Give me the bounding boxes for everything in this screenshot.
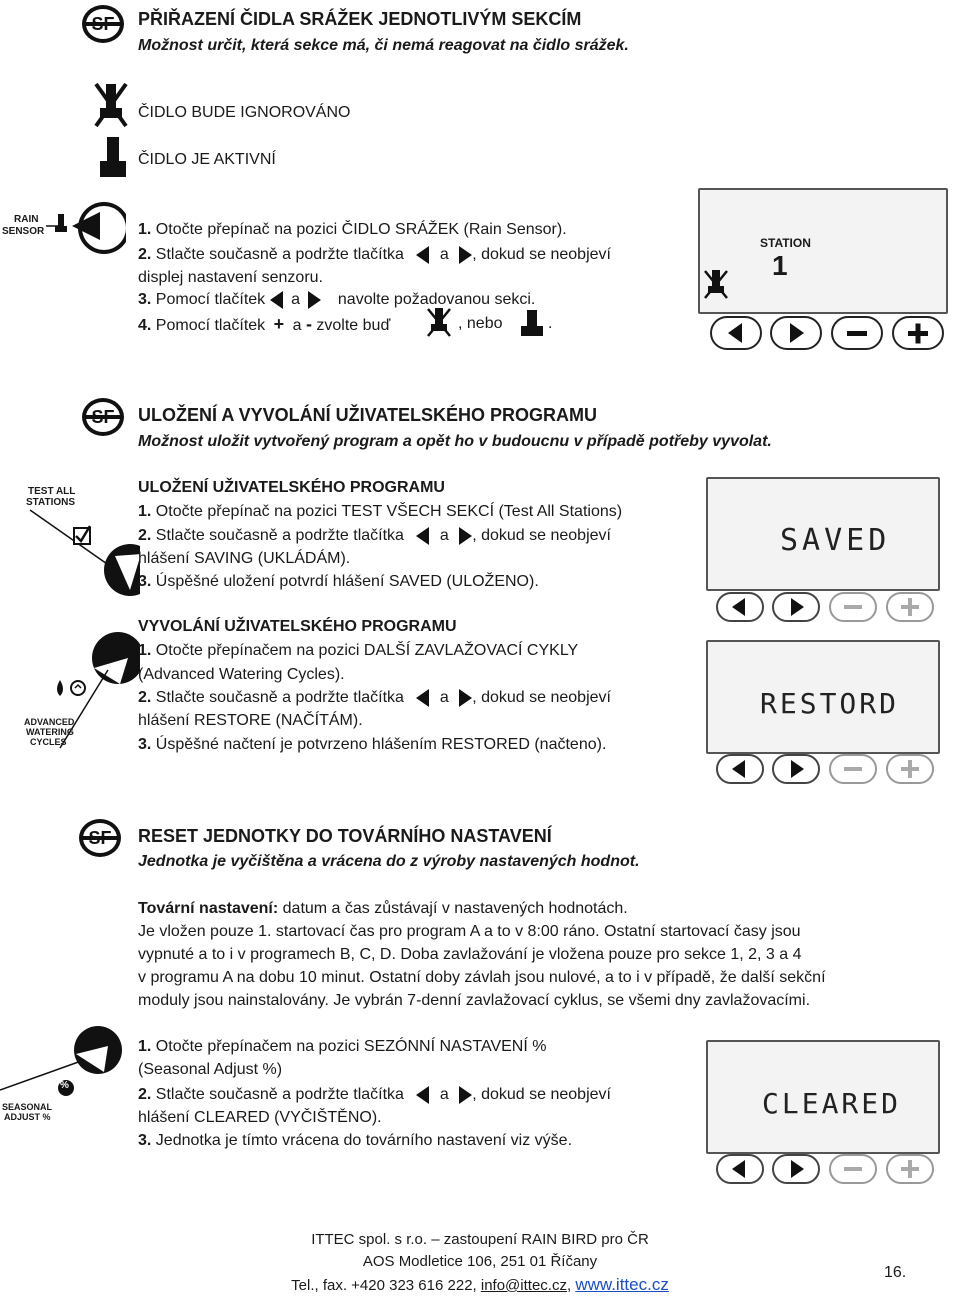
s1-step4	[138, 314, 390, 336]
footer-email-link[interactable]: info@ittec.cz	[480, 1277, 567, 1294]
rain-sensor-dial-label-1: RAIN	[14, 214, 39, 225]
recall-step3	[138, 735, 606, 755]
factory-p1	[138, 899, 628, 919]
recall-s2-and: a	[439, 689, 449, 706]
footer-web-link[interactable]: www.ittec.cz	[575, 1275, 669, 1294]
controller-buttons-row	[716, 592, 934, 622]
save-s2-a: Stlačte současně a podržte tlačítka	[155, 527, 404, 544]
advanced-dial-label-3: CYCLES	[30, 737, 67, 747]
s1-step2-b: , dokud se neobjeví	[472, 246, 611, 263]
reset-s2-c: hlášení CLEARED (VYČIŠTĚNO).	[138, 1109, 382, 1126]
sf-logo-icon	[81, 4, 125, 44]
s1-step4-d: .	[548, 315, 553, 332]
reset-s2-and: a	[439, 1086, 449, 1103]
lcd-station-label: STATION	[760, 236, 811, 250]
recall-s2-b: , dokud se neobjeví	[472, 689, 611, 706]
rain-sensor-dial-icon	[46, 196, 126, 256]
section3-title: RESET JEDNOTKY DO TOVÁRNÍHO NASTAVENÍ	[138, 826, 552, 846]
left-arrow-icon	[416, 527, 429, 545]
section2-subtitle: Možnost uložit vytvořený program a opět ho v budoucnu v případě potřeby vyvolat.	[138, 433, 772, 450]
footer-line3	[0, 1274, 960, 1297]
sensor-ignored-small-icon	[426, 306, 452, 338]
reset-s1-b: (Seasonal Adjust %)	[138, 1061, 283, 1078]
save-s2-c: hlášení SAVING (UKLÁDÁM).	[138, 550, 351, 567]
recall-s1-a: Otočte přepínačem na pozici DALŠÍ ZAVLAŽOVACÍ CYKLY	[155, 642, 579, 659]
page-number: 16.	[884, 1264, 907, 1281]
reset-s3: Jednotka je tímto vrácena do továrního nastavení viz výše.	[155, 1132, 573, 1149]
sf-logo-text: SF	[91, 407, 115, 427]
recall-title: VYVOLÁNÍ UŽIVATELSKÉHO PROGRAMU	[138, 618, 457, 635]
lcd-saved-text: SAVED	[780, 523, 891, 558]
legend-active: ČIDLO JE AKTIVNÍ	[138, 151, 276, 168]
save-s3: Úspěšné uložení potvrdí hlášení SAVED (ULOŽENO).	[155, 573, 539, 590]
recall-s3: Úspěšné načtení je potvrzeno hlášením RESTORED (načteno).	[155, 736, 607, 753]
right-button[interactable]	[773, 593, 819, 621]
s1-step1-text: Otočte přepínač na pozici ČIDLO SRÁŽEK (Rain Sensor).	[155, 221, 567, 238]
controller-buttons-row	[710, 316, 944, 352]
s1-step2-a: Stlačte současně a podržte tlačítka	[155, 246, 404, 263]
save-step3	[138, 572, 539, 592]
right-arrow-icon	[459, 246, 472, 264]
sensor-active-small-icon	[518, 308, 546, 338]
save-title: ULOŽENÍ UŽIVATELSKÉHO PROGRAMU	[138, 479, 445, 496]
legend-ignored: ČIDLO BUDE IGNOROVÁNO	[138, 104, 351, 121]
s1-step4-and: a	[292, 317, 302, 334]
left-button[interactable]	[717, 1155, 763, 1183]
left-arrow-icon	[416, 246, 429, 264]
section3-subtitle: Jednotka je vyčištěna a vrácena do z výroby nastavených hodnot.	[138, 853, 640, 870]
advanced-dial-label-1: ADVANCED	[24, 717, 75, 727]
factory-p1-text: datum a čas zůstávají v nastavených hodnotách.	[282, 900, 628, 917]
sensor-active-icon	[98, 135, 128, 179]
s1-step4-c: , nebo	[458, 315, 503, 332]
s1-step2-num: 2.	[138, 246, 152, 263]
s1-step3-a: Pomocí tlačítek	[155, 291, 266, 308]
test-all-dial-icon	[20, 506, 140, 596]
factory-bold: Tovární nastavení:	[138, 900, 279, 917]
minus-button[interactable]	[830, 755, 876, 783]
recall-s2-a: Stlačte současně a podržte tlačítka	[155, 689, 404, 706]
recall-s1-b: (Advanced Watering Cycles).	[138, 666, 345, 683]
seasonal-pct-icon: %	[60, 1080, 69, 1091]
reset-s3-num: 3.	[138, 1132, 152, 1149]
rain-sensor-dial-label-2: SENSOR	[2, 226, 45, 237]
s1-step2	[138, 245, 611, 265]
reset-step1	[138, 1037, 546, 1057]
factory-p3: vypnuté a to i v programech B, C, D. Doba zavlažování je vložena pouze pro sekce 1, 2, 3 a 4	[138, 946, 802, 963]
section1-subtitle: Možnost určit, která sekce má, či nemá reagovat na čidlo srážek.	[138, 37, 629, 54]
right-arrow-icon	[308, 291, 321, 309]
minus-button[interactable]	[830, 593, 876, 621]
test-all-dial-label-1: TEST ALL	[28, 486, 76, 497]
lcd-sensor-ignored-icon	[703, 268, 729, 300]
save-s2-and: a	[439, 527, 449, 544]
plus-button[interactable]	[893, 317, 943, 349]
reset-step3	[138, 1131, 572, 1151]
s1-step3-num: 3.	[138, 291, 152, 308]
seasonal-dial-label-1: SEASONAL	[2, 1102, 53, 1112]
left-button[interactable]	[717, 593, 763, 621]
s1-step4-a: Pomocí tlačítek	[155, 317, 266, 334]
sensor-ignored-icon	[92, 80, 130, 130]
minus-button[interactable]	[832, 317, 882, 349]
save-s1-num: 1.	[138, 503, 152, 520]
right-button[interactable]	[771, 317, 821, 349]
save-s2-b: , dokud se neobjeví	[472, 527, 611, 544]
recall-s2-c: hlášení RESTORE (NAČÍTÁM).	[138, 712, 363, 729]
plus-icon: +	[273, 314, 285, 334]
save-s1: Otočte přepínač na pozici TEST VŠECH SEKCÍ (Test All Stations)	[155, 503, 623, 520]
sf-logo-icon	[81, 397, 125, 437]
s1-step3-and: a	[291, 291, 300, 308]
save-step2	[138, 526, 611, 546]
right-arrow-icon	[459, 689, 472, 707]
advanced-dial-label-2: WATERING	[26, 727, 74, 737]
s1-step3-b: navolte požadovanou sekci.	[337, 291, 536, 308]
footer-phone: Tel., fax. +420 323 616 222,	[291, 1277, 477, 1294]
lcd-cleared-text: CLEARED	[762, 1087, 902, 1120]
left-arrow-icon	[416, 689, 429, 707]
minus-button[interactable]	[830, 1155, 876, 1183]
lcd-restored-text: RESTORD	[760, 687, 900, 720]
lcd-display-station	[698, 188, 948, 314]
sf-logo-text: SF	[91, 14, 115, 34]
save-step1	[138, 502, 622, 522]
save-s2-num: 2.	[138, 527, 152, 544]
s1-step4-b: zvolte buď	[316, 317, 391, 334]
left-arrow-icon	[416, 1086, 429, 1104]
recall-s1-num: 1.	[138, 642, 152, 659]
s1-step2-and: a	[439, 246, 449, 263]
reset-s2-num: 2.	[138, 1086, 152, 1103]
factory-p2: Je vložen pouze 1. startovací čas pro program A a to v 8:00 ráno. Ostatní startovací časy jsou	[138, 923, 801, 940]
plus-button[interactable]	[887, 1155, 933, 1183]
s1-step2-c: displej nastavení senzoru.	[138, 269, 323, 286]
controller-buttons-row	[716, 754, 934, 784]
s1-step1	[138, 220, 567, 240]
plus-button[interactable]	[887, 755, 933, 783]
controller-buttons-row	[716, 1154, 934, 1184]
right-arrow-icon	[459, 1086, 472, 1104]
footer-line2: AOS Modletice 106, 251 01 Říčany	[362, 1253, 598, 1270]
recall-s3-num: 3.	[138, 736, 152, 753]
plus-button[interactable]	[887, 593, 933, 621]
factory-p5: moduly jsou nainstalovány. Je vybrán 7-denní zavlažovací cyklus, se všemi dny zavlažovacími.	[138, 992, 811, 1009]
lcd-station-value: 1	[772, 250, 788, 281]
section2-title: ULOŽENÍ A VYVOLÁNÍ UŽIVATELSKÉHO PROGRAMU	[138, 405, 598, 425]
minus-icon: -	[305, 314, 312, 334]
left-button[interactable]	[717, 755, 763, 783]
factory-p4: v programu A na dobu 10 minut. Ostatní doby závlah jsou nulové, a to i v případě, že další sekční	[138, 969, 826, 986]
recall-step1	[138, 641, 578, 661]
save-s3-num: 3.	[138, 573, 152, 590]
reset-s2-b: , dokud se neobjeví	[472, 1086, 611, 1103]
recall-step2	[138, 688, 611, 708]
left-arrow-icon	[270, 291, 283, 309]
reset-s1-a: Otočte přepínačem na pozici SEZÓNNÍ NASTAVENÍ %	[155, 1038, 547, 1055]
reset-s2-a: Stlačte současně a podržte tlačítka	[155, 1086, 404, 1103]
recall-s2-num: 2.	[138, 689, 152, 706]
right-arrow-icon	[459, 527, 472, 545]
right-button[interactable]	[773, 1155, 819, 1183]
left-button[interactable]	[711, 317, 761, 349]
sf-logo-text: SF	[88, 828, 112, 848]
right-button[interactable]	[773, 755, 819, 783]
seasonal-dial-label-2: ADJUST %	[4, 1112, 51, 1122]
footer-comma: ,	[566, 1277, 572, 1294]
s1-step3	[138, 290, 535, 310]
footer-line1: ITTEC spol. s r.o. – zastoupení RAIN BIRD pro ČR	[311, 1231, 649, 1248]
reset-step2	[138, 1085, 611, 1105]
section1-title: PŘIŘAZENÍ ČIDLA SRÁŽEK JEDNOTLIVÝM SEKCÍM	[138, 9, 582, 29]
s1-step4-num: 4.	[138, 317, 152, 334]
s1-step1-num: 1.	[138, 221, 152, 238]
reset-s1-num: 1.	[138, 1038, 152, 1055]
sf-logo-icon	[78, 818, 122, 858]
test-all-dial-label-2: STATIONS	[26, 497, 76, 508]
